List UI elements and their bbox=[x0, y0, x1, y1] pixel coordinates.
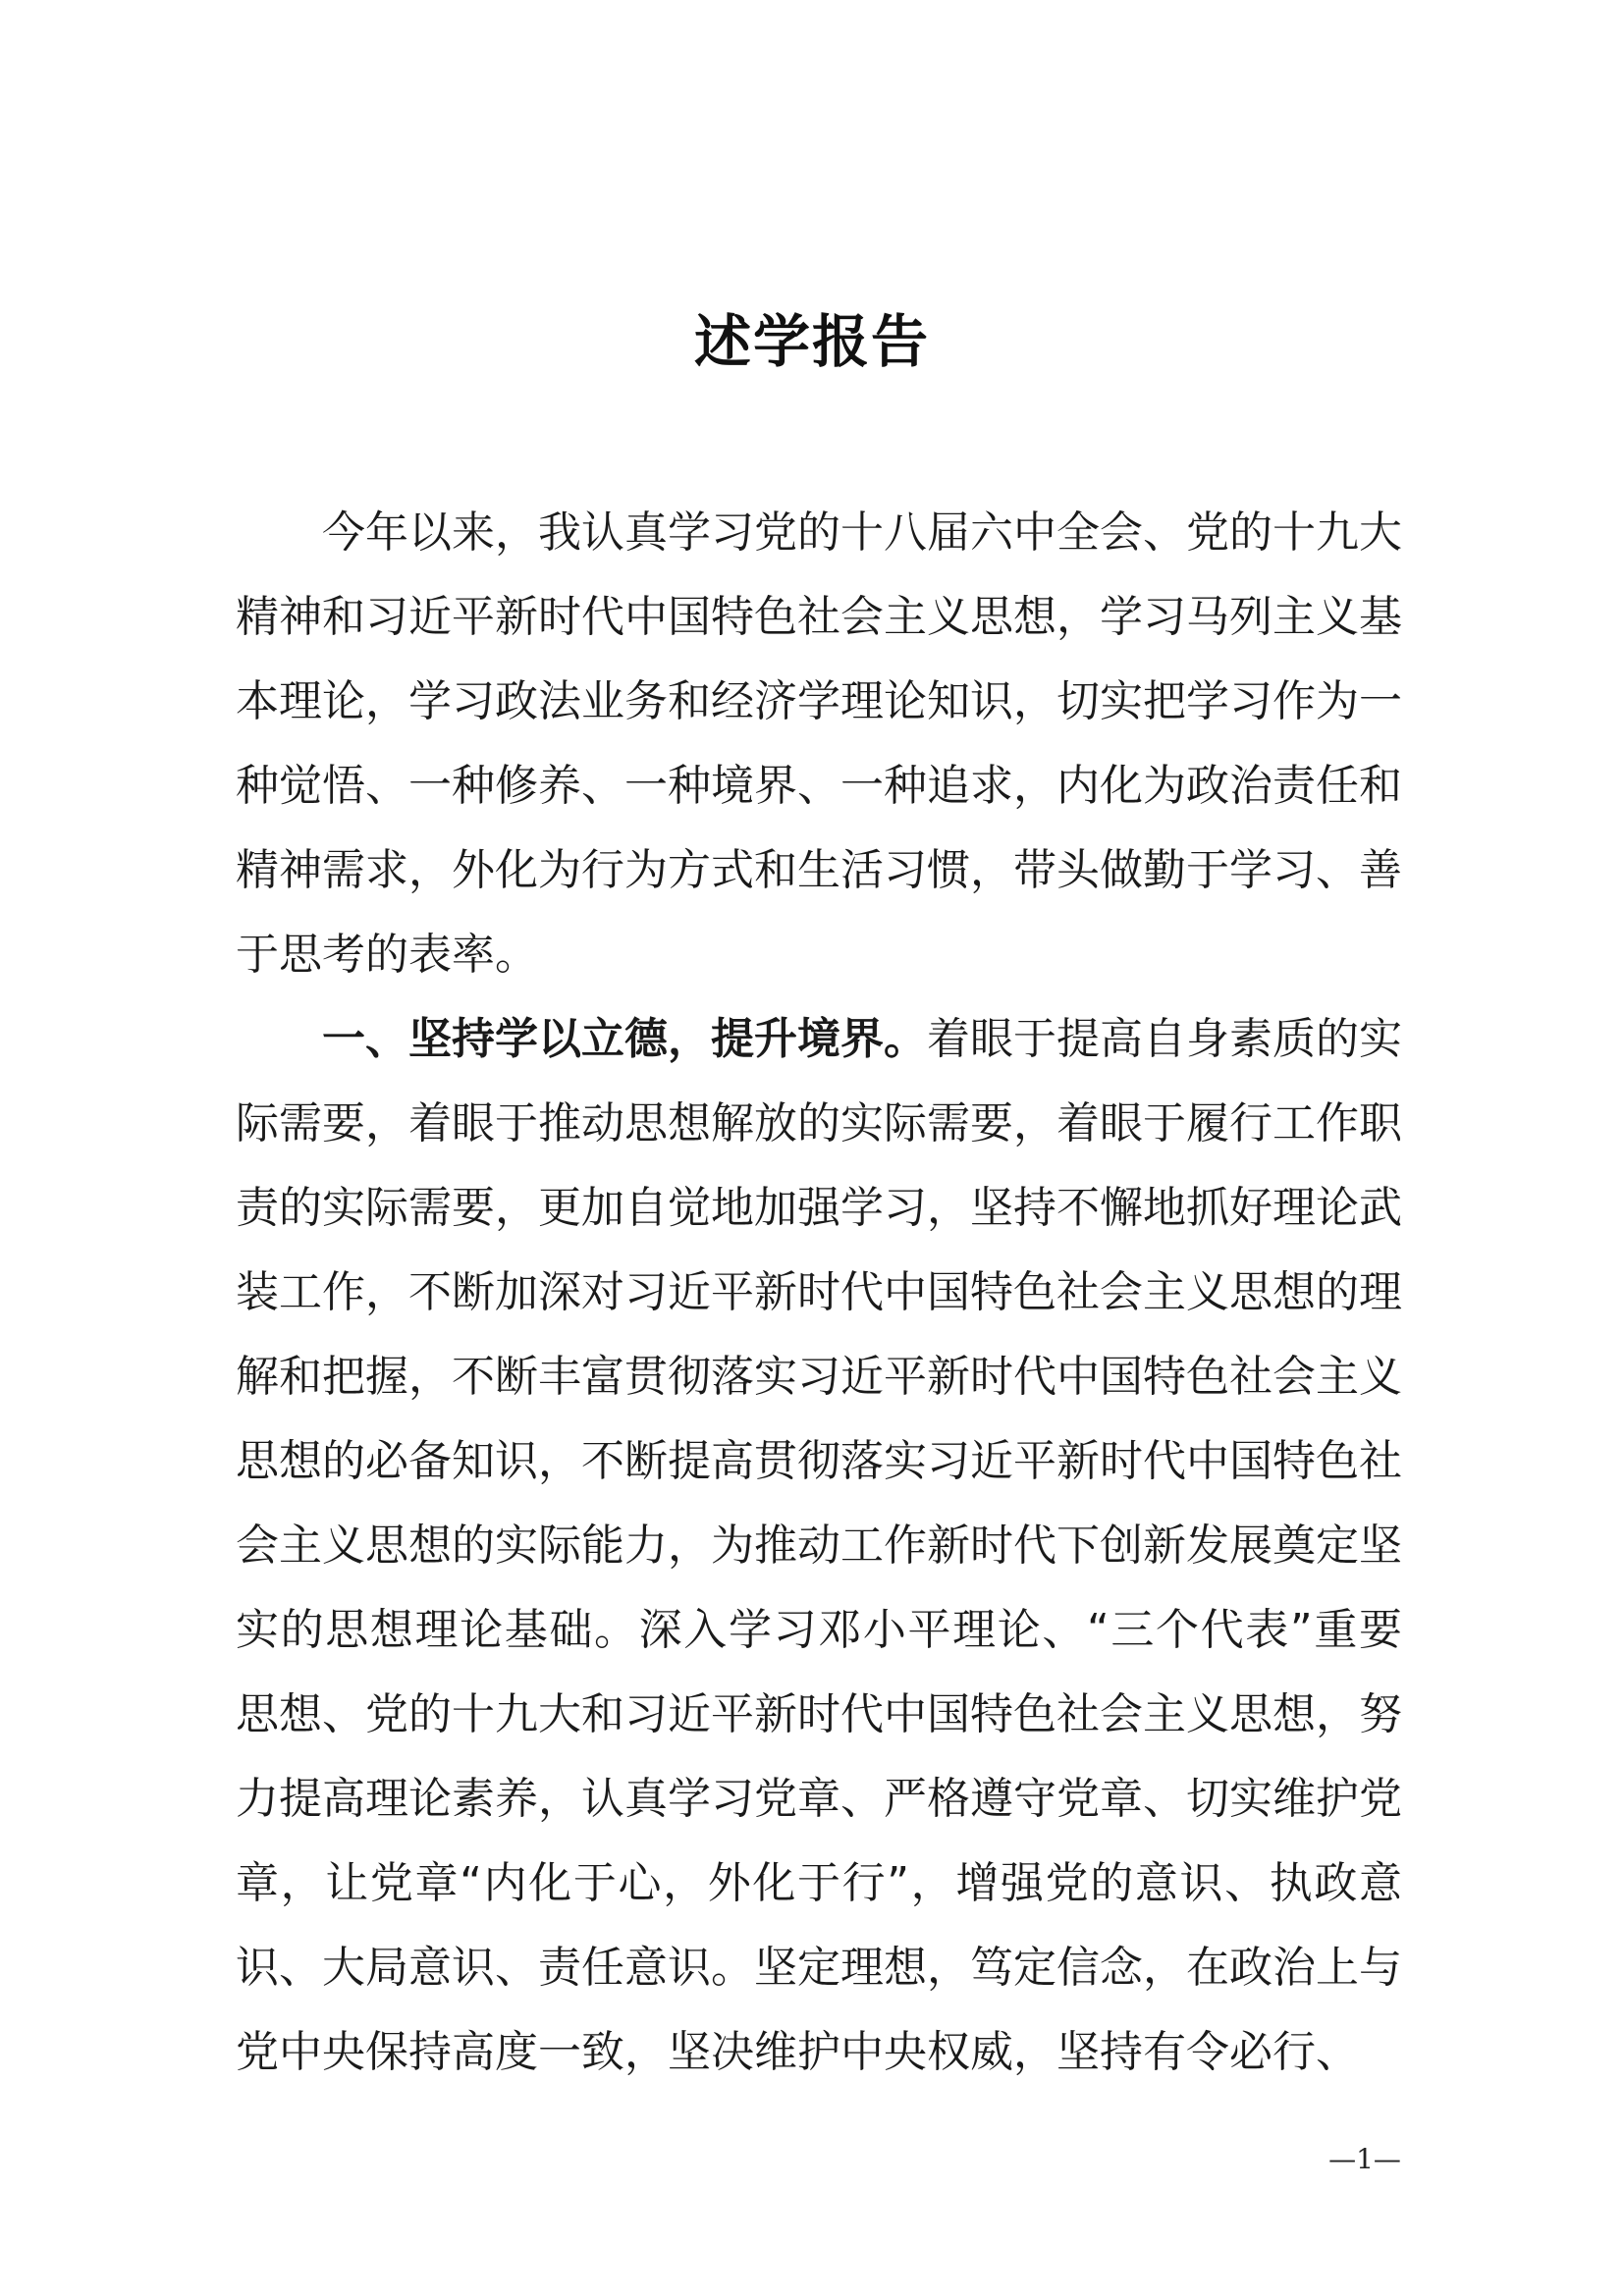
section-one-text: 着眼于提高自身素质的实际需要，着眼于推动思想解放的实际需要，着眼于履行工作职责的实际需要，更加自觉地加强学习，坚持不懈地抓好理论武装工作，不断加深对习近平新时代中国特色社会主义思想的理解和把握，不断丰富贯彻落实习近平新时代中国特色社会主义思想的必备知识，不断提高贯彻落实习近平新时代中国特色社会主义思想的实际能力，为推动工作新时代下创新发展奠定坚实的思想理论基础。深入学习邓小平理论、“三个代表”重要思想、党的十九大和习近平新时代中国特色社会主义思想，努力提高理论素养，认真学习党章、严格遵守党章、切实维护党章，让党章“内化于心，外化于行”，增强党的意识、执政意识、大局意识、责任意识。坚定理想，笃定信念，在政治上与党中央保持高度一致，坚决维护中央权威，坚持有令必行、 bbox=[236, 1014, 1402, 2077]
paragraph-intro bbox=[236, 491, 1402, 997]
paragraph-intro-text: 今年以来，我认真学习党的十八届六中全会、党的十九大精神和习近平新时代中国特色社会主义思想，学习马列主义基本理论，学习政法业务和经济学理论知识，切实把学习作为一种觉悟、一种修养、一种境界、一种追求，内化为政治责任和精神需求，外化为行为方式和生活习惯，带头做勤于学习、善于思考的表率。 bbox=[236, 507, 1402, 980]
page-number: —1— bbox=[1328, 2143, 1401, 2175]
paragraph-section-one bbox=[236, 997, 1402, 2095]
document-title: 述学报告 bbox=[693, 308, 930, 375]
section-one-heading: 一、坚持学以立德，提升境界。 bbox=[322, 1014, 927, 1064]
document-body bbox=[236, 491, 1402, 2095]
